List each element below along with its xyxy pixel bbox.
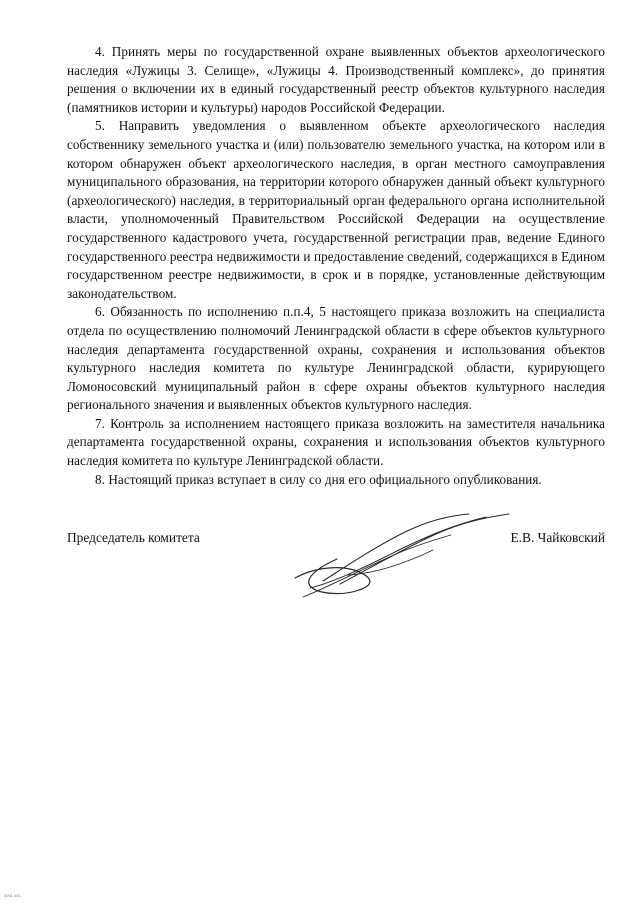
paragraph-6: 6. Обязанность по исполнению п.п.4, 5 настоящего приказа возложить на специалиста отдела по осуществлению полномочий Ленинградской области в сфере объектов культурного наследия департамента государственной охраны, сохранения и использования объектов культурного наследия комитета по культуре Ленинградской области, курирующего Ломоносовский муниципальный район в сфере охраны объектов культурного наследия регионального значения и выявленных объектов культурного наследия.: [67, 304, 605, 413]
signer-name: Е.В. Чайковский: [510, 530, 605, 545]
signer-role: Председатель комитета: [67, 530, 200, 545]
paragraph-7: 7. Контроль за исполнением настоящего приказа возложить на заместителя начальника департамента государственной охраны, сохранения и использования объектов культурного наследия комитета по культуре Ленинградской области.: [67, 415, 605, 469]
handwritten-signature: [285, 510, 515, 605]
paragraph-5: 5. Направить уведомления о выявленном объекте археологического наследия собственнику земельного участка и (или) пользователю земельного участка, на котором или в котором обнаружен объект археологического наследия, в орган местного самоуправления муниципального образования, на территории которого обнаружен данный объект культурного (археологического) наследия, в территориальный орган федерального органа исполнительной власти, уполномоченный Правительством Российской Федерации на осуществление государственного кадастрового учета, государственной регистрации прав, ведение Единого государственного реестра недвижимости и предоставление сведений, содержащихся в Едином государственном реестре недвижимости, в срок и в порядке, установленные действующим законодательством.: [67, 118, 605, 301]
page-marker: 0001 001: [4, 893, 21, 898]
document-body: [67, 43, 605, 489]
paragraph-8: 8. Настоящий приказ вступает в силу со дня его официального опубликования.: [95, 471, 542, 487]
paragraph-4: 4. Принять меры по государственной охране выявленных объектов археологического наследия «Лужицы 3. Селище», «Лужицы 4. Производственный комплекс», до принятия решения о включении их в единый государственный реестр объектов культурного наследия (памятников истории и культуры) народов Российской Федерации.: [67, 44, 605, 115]
